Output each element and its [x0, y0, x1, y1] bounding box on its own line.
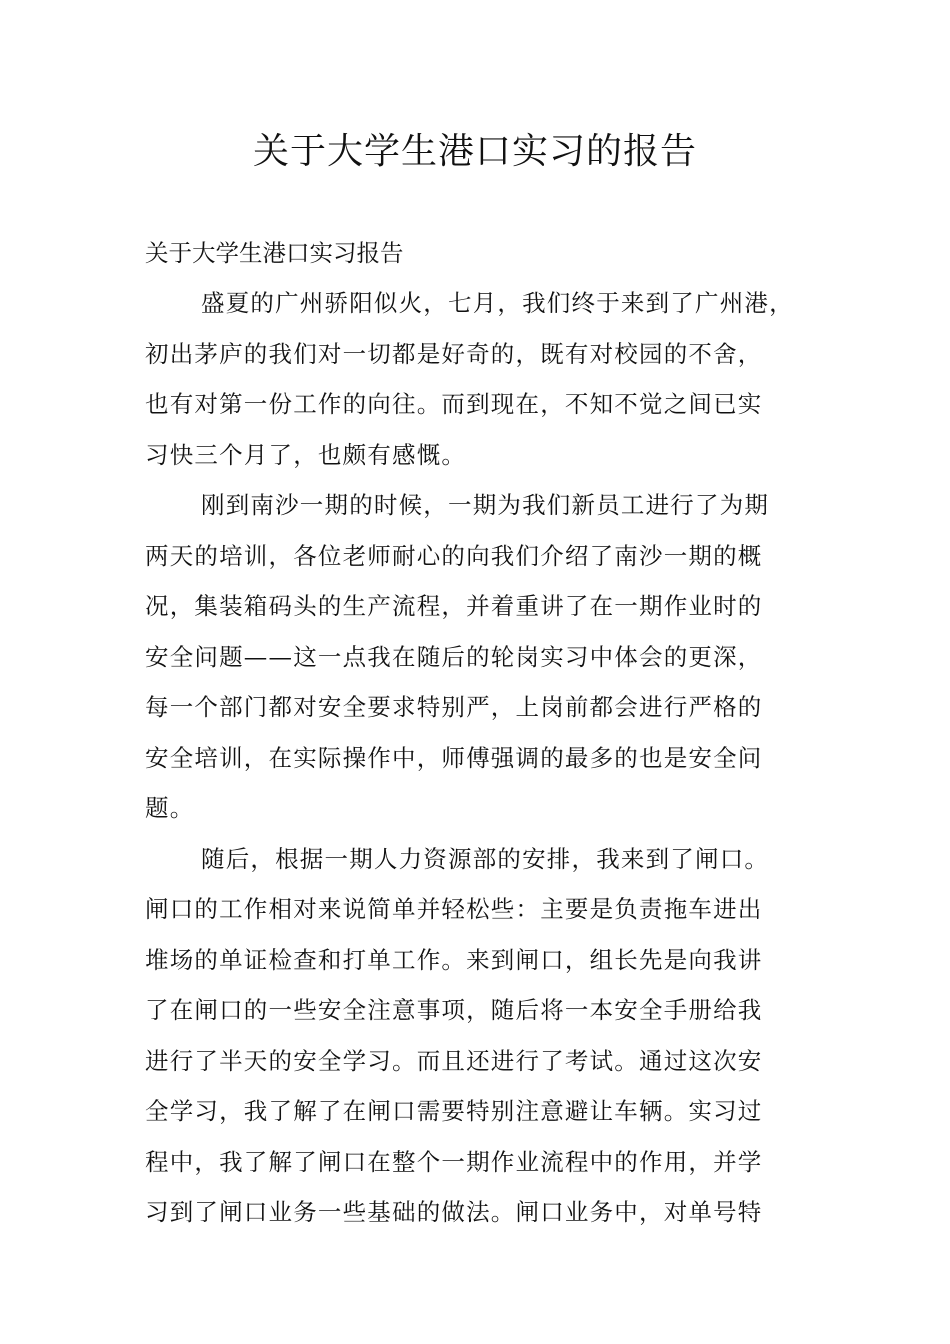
paragraph-line: 进行了半天的安全学习。而且还进行了考试。通过这次安	[145, 1046, 763, 1075]
paragraph-line: 安全培训，在实际操作中，师傅强调的最多的也是安全问	[145, 743, 763, 772]
paragraph-2	[145, 480, 830, 834]
paragraph-line: 习到了闸口业务一些基础的做法。闸口业务中，对单号特	[145, 1198, 763, 1226]
document-title: 关于大学生港口实习的报告	[252, 131, 697, 172]
paragraph-line: 题。	[145, 794, 195, 822]
paragraph-line: 安全问题——这一点我在随后的轮岗实习中体会的更深，	[145, 642, 763, 671]
paragraph-line: 两天的培训，各位老师耐心的向我们介绍了南沙一期的概	[145, 541, 763, 570]
paragraph-line: 了在闸口的一些安全注意事项，随后将一本安全手册给我	[145, 996, 763, 1024]
paragraph-line: 每一个部门都对安全要求特别严，上岗前都会进行严格的	[145, 693, 763, 721]
paragraph-line: 也有对第一份工作的向往。而到现在，不知不觉之间已实	[145, 390, 763, 418]
paragraph-1	[145, 278, 830, 480]
paragraph-line: 闸口的工作相对来说简单并轻松些：主要是负责拖车进出	[145, 895, 763, 923]
paragraph-line: 堆场的单证检查和打单工作。来到闸口，组长先是向我讲	[145, 945, 763, 974]
paragraph-line: 全学习，我了解了在闸口需要特别注意避让车辆。实习过	[145, 1097, 763, 1125]
paragraph-3	[145, 834, 830, 1238]
document-body	[145, 228, 830, 1238]
paragraph-line: 习快三个月了，也颇有感慨。	[145, 440, 467, 469]
paragraph-line: 初出茅庐的我们对一切都是好奇的，既有对校园的不舍，	[145, 339, 763, 368]
paragraph-line: 随后，根据一期人力资源部的安排，我来到了闸口。	[201, 844, 770, 873]
paragraph-line: 刚到南沙一期的时候，一期为我们新员工进行了为期	[201, 491, 770, 519]
paragraph-line: 程中，我了解了闸口在整个一期作业流程中的作用，并学	[145, 1147, 763, 1176]
paragraph-line: 况，集装箱码头的生产流程，并着重讲了在一期作业时的	[145, 592, 763, 620]
paragraph-line: 盛夏的广州骄阳似火，七月，我们终于来到了广州港，	[201, 289, 794, 317]
document-subtitle: 关于大学生港口实习报告	[145, 239, 404, 267]
